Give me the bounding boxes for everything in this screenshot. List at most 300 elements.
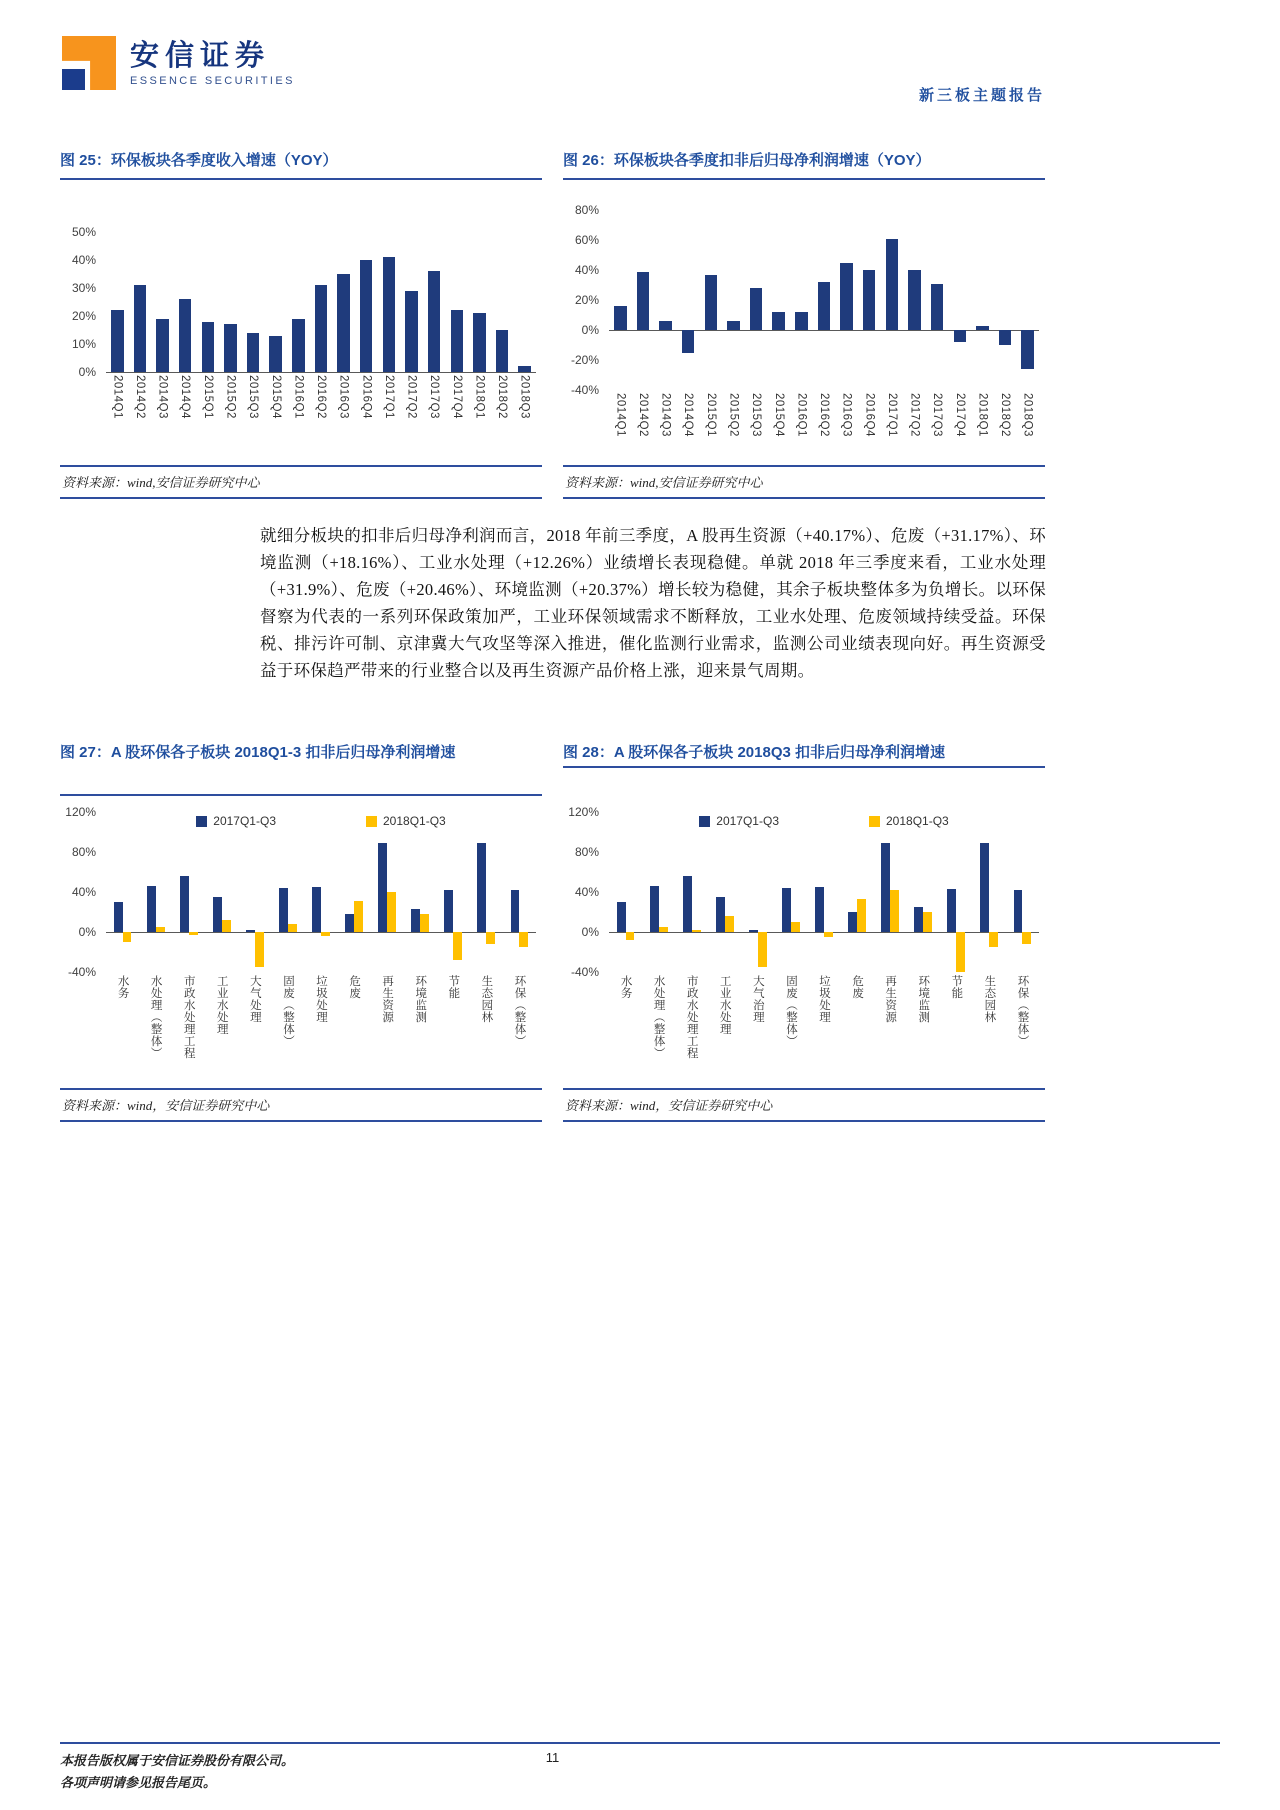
bar-series-0 — [650, 886, 659, 932]
y-tick-label: 20% — [574, 293, 599, 307]
bar-series-0 — [279, 888, 288, 932]
y-tick-label: 0% — [581, 323, 599, 337]
y-tick-label: 0% — [78, 365, 96, 379]
category-slot — [874, 812, 907, 972]
x-category-label: 2014Q3 — [156, 375, 169, 419]
category-slot — [677, 210, 700, 390]
bar-series-0 — [947, 889, 956, 932]
category-slot — [197, 232, 220, 372]
y-tick-label: 40% — [574, 263, 599, 277]
x-label-slot — [677, 393, 700, 465]
x-category-label: 2015Q3 — [247, 375, 260, 419]
category-slot — [767, 210, 790, 390]
bar-series-0 — [931, 284, 943, 331]
y-tick-label: 80% — [574, 203, 599, 217]
category-slot — [378, 232, 401, 372]
x-label-slot — [926, 393, 949, 465]
category-slot — [513, 232, 536, 372]
bar-series-0 — [246, 930, 255, 932]
y-tick-label: -20% — [570, 353, 599, 367]
x-label-slot — [675, 975, 708, 1083]
category-slot — [973, 812, 1006, 972]
bar-series-1 — [387, 892, 396, 932]
legend-item — [366, 814, 446, 828]
bar-series-0 — [659, 321, 671, 330]
x-label-slot — [106, 975, 139, 1083]
bar-series-1 — [989, 932, 998, 947]
x-label-slot — [700, 393, 723, 465]
x-label-slot — [874, 975, 907, 1083]
x-category-label: 2018Q2 — [999, 393, 1012, 437]
x-axis — [609, 393, 1039, 465]
category-slot — [172, 812, 205, 972]
x-label-slot — [994, 393, 1017, 465]
x-category-label: 2015Q2 — [727, 393, 740, 437]
category-slot — [741, 812, 774, 972]
bar-series-1 — [824, 932, 833, 937]
legend-swatch-icon — [869, 816, 880, 827]
y-tick-label: 0% — [581, 925, 599, 939]
bar-series-1 — [123, 932, 132, 942]
x-category-label: 生态园林 — [983, 975, 996, 1023]
bar-series-0 — [518, 366, 530, 372]
x-label-slot — [106, 375, 129, 447]
y-tick-label: 10% — [71, 337, 96, 351]
figure-25-bar-chart — [60, 180, 542, 465]
bar-series-0 — [444, 890, 453, 932]
x-category-label: 2016Q1 — [795, 393, 808, 437]
x-label-slot — [609, 975, 642, 1083]
category-slot — [106, 812, 139, 972]
figure-26-title: 图 26：环保板块各季度扣非后归母净利润增速（YOY） — [563, 150, 1045, 180]
category-slot — [287, 232, 310, 372]
bar-series-0 — [682, 330, 694, 353]
x-category-label: 环境监测 — [917, 975, 930, 1023]
category-slot — [151, 232, 174, 372]
x-label-slot — [741, 975, 774, 1083]
x-label-slot — [310, 375, 333, 447]
brand-name-en: ESSENCE SECURITIES — [130, 74, 295, 87]
body-paragraph: 就细分板块的扣非后归母净利润而言，2018 年前三季度，A 股再生资源（+40.17%）、危废（+31.17%）、环境监测（+18.16%）、工业水处理（+12.26%）业绩增长表现稳健。单就 2018 年三季度来看，工业水处理（+31.9%）、危废（+20.46%）、环境监测（+20.37%）增长较为稳健，其余子板块整体多为负增长。以环保督察为代表的一系列环保政策加严，工业环保领域需求不断释放，工业水处理、危废领域持续受益。环保税、排污许可制、京津冀大气攻坚等深入推进，催化监测行业需求，监测公司业绩表现向好。再生资源受益于环保趋严带来的行业整合以及再生资源产品价格上涨，迎来景气周期。 — [260, 526, 1046, 680]
bar-series-1 — [1022, 932, 1031, 944]
bar-series-0 — [114, 902, 123, 932]
bar-series-0 — [312, 887, 321, 932]
category-slot — [129, 232, 152, 372]
category-slot — [841, 812, 874, 972]
bar-series-1 — [321, 932, 330, 936]
logo-blue-shape — [62, 69, 85, 90]
x-category-label: 水务 — [116, 975, 129, 999]
x-category-label: 节能 — [447, 975, 460, 999]
bar-series-1 — [519, 932, 528, 947]
x-category-label: 2015Q3 — [750, 393, 763, 437]
category-slot — [404, 812, 437, 972]
category-slot — [903, 210, 926, 390]
x-label-slot — [332, 375, 355, 447]
y-tick-label: -40% — [67, 965, 96, 979]
y-axis — [563, 805, 603, 979]
category-slot — [948, 210, 971, 390]
x-label-slot — [378, 375, 401, 447]
x-label-slot — [940, 975, 973, 1083]
category-slot — [238, 812, 271, 972]
figure-28-bar-chart — [563, 796, 1045, 1088]
x-category-label: 2016Q4 — [863, 393, 876, 437]
x-label-slot — [907, 975, 940, 1083]
bar-series-0 — [683, 876, 692, 932]
category-slot — [994, 210, 1017, 390]
bar-series-0 — [914, 907, 923, 932]
bar-series-0 — [795, 312, 807, 330]
plot-area — [106, 812, 536, 972]
category-slot — [632, 210, 655, 390]
bar-series-1 — [626, 932, 635, 940]
figure-26-bar-chart — [563, 180, 1045, 465]
category-slot — [907, 812, 940, 972]
figure-28 — [563, 742, 1045, 1122]
y-tick-label: -40% — [570, 965, 599, 979]
x-category-label: 垃圾处理 — [818, 975, 831, 1023]
bar-series-0 — [881, 843, 890, 932]
x-label-slot — [470, 975, 503, 1083]
bar-series-0 — [511, 890, 520, 932]
x-label-slot — [151, 375, 174, 447]
x-category-label: 大气治理 — [751, 975, 764, 1023]
category-slot — [264, 232, 287, 372]
bar-series-0 — [451, 310, 463, 372]
bar-series-0 — [147, 886, 156, 932]
x-label-slot — [767, 393, 790, 465]
bar-series-1 — [956, 932, 965, 972]
brand-text — [130, 40, 295, 87]
x-axis — [609, 975, 1039, 1083]
x-label-slot — [423, 375, 446, 447]
bar-series-0 — [886, 239, 898, 331]
x-label-slot — [468, 375, 491, 447]
x-category-label: 2016Q3 — [337, 375, 350, 419]
bar-series-0 — [383, 257, 395, 372]
x-label-slot — [242, 375, 265, 447]
bar-series-0 — [134, 285, 146, 372]
brand-name-cn: 安信证券 — [130, 39, 271, 72]
x-label-slot — [973, 975, 1006, 1083]
bar-series-0 — [999, 330, 1011, 345]
legend-label: 2017Q1-Q3 — [213, 814, 276, 828]
y-tick-label: 30% — [71, 281, 96, 295]
x-category-label: 水务 — [619, 975, 632, 999]
category-slot — [858, 210, 881, 390]
x-category-label: 2014Q1 — [111, 375, 124, 419]
x-category-label: 危废 — [348, 975, 361, 999]
category-slot — [675, 812, 708, 972]
x-label-slot — [271, 975, 304, 1083]
bar-series-0 — [345, 914, 354, 932]
x-label-slot — [437, 975, 470, 1083]
x-label-slot — [642, 975, 675, 1083]
category-slot — [106, 232, 129, 372]
x-label-slot — [264, 375, 287, 447]
legend-item — [196, 814, 276, 828]
figure-25-title: 图 25：环保板块各季度收入增速（YOY） — [60, 150, 542, 180]
x-category-label: 2017Q4 — [953, 393, 966, 437]
x-category-label: 2016Q1 — [292, 375, 305, 419]
category-slot — [271, 812, 304, 972]
x-label-slot — [172, 975, 205, 1083]
x-category-label: 2017Q2 — [908, 393, 921, 437]
bar-series-1 — [420, 914, 429, 932]
x-label-slot — [197, 375, 220, 447]
bar-series-0 — [818, 282, 830, 330]
y-axis — [563, 203, 603, 397]
bar-series-1 — [189, 932, 198, 935]
legend-swatch-icon — [699, 816, 710, 827]
category-slot — [491, 232, 514, 372]
x-category-label: 2016Q4 — [360, 375, 373, 419]
category-slot — [371, 812, 404, 972]
category-slot — [609, 210, 632, 390]
x-label-slot — [654, 393, 677, 465]
bar-series-1 — [758, 932, 767, 967]
category-slot — [205, 812, 238, 972]
category-slot — [400, 232, 423, 372]
bar-series-0 — [247, 333, 259, 372]
x-label-slot — [445, 375, 468, 447]
category-slot — [437, 812, 470, 972]
x-label-slot — [503, 975, 536, 1083]
x-label-slot — [205, 975, 238, 1083]
y-tick-label: 80% — [574, 845, 599, 859]
category-slot — [609, 812, 642, 972]
bar-series-0 — [954, 330, 966, 342]
x-category-label: 再生资源 — [381, 975, 394, 1023]
x-label-slot — [948, 393, 971, 465]
bar-series-0 — [1021, 330, 1033, 369]
x-category-label: 2015Q1 — [704, 393, 717, 437]
y-axis — [60, 805, 100, 979]
plot-area — [609, 210, 1039, 390]
x-label-slot — [807, 975, 840, 1083]
chart-legend — [609, 814, 1039, 828]
x-category-label: 固废（整体） — [784, 975, 797, 1047]
x-category-label: 2016Q2 — [315, 375, 328, 419]
category-slot — [219, 232, 242, 372]
bar-series-1 — [659, 927, 668, 932]
x-label-slot — [1006, 975, 1039, 1083]
bar-series-0 — [614, 306, 626, 330]
bar-series-0 — [980, 843, 989, 932]
report-type-label: 新三板主题报告 — [918, 88, 1045, 104]
category-slot — [790, 210, 813, 390]
x-label-slot — [881, 393, 904, 465]
legend-label: 2018Q1-Q3 — [886, 814, 949, 828]
bar-series-0 — [637, 272, 649, 331]
x-category-label: 2017Q1 — [382, 375, 395, 419]
x-label-slot — [708, 975, 741, 1083]
x-axis — [106, 375, 536, 447]
bar-series-0 — [617, 902, 626, 932]
x-category-label: 2017Q3 — [428, 375, 441, 419]
legend-item — [869, 814, 949, 828]
x-category-label: 2015Q4 — [772, 393, 785, 437]
bar-series-0 — [705, 275, 717, 331]
category-slot — [332, 232, 355, 372]
x-category-label: 再生资源 — [884, 975, 897, 1023]
category-slot — [242, 232, 265, 372]
bar-series-0 — [411, 909, 420, 932]
x-category-label: 2014Q3 — [659, 393, 672, 437]
bar-series-0 — [360, 260, 372, 372]
x-label-slot — [903, 393, 926, 465]
x-label-slot — [238, 975, 271, 1083]
bar-series-0 — [716, 897, 725, 932]
bar-series-1 — [791, 922, 800, 932]
x-category-label: 2014Q1 — [614, 393, 627, 437]
bar-series-0 — [378, 843, 387, 932]
bar-series-0 — [405, 291, 417, 372]
category-slot — [722, 210, 745, 390]
x-label-slot — [774, 975, 807, 1083]
x-label-slot — [139, 975, 172, 1083]
x-label-slot — [491, 375, 514, 447]
bar-series-0 — [1014, 890, 1023, 932]
x-category-label: 环保（整体） — [1016, 975, 1029, 1047]
y-tick-label: 120% — [568, 805, 599, 819]
y-tick-label: 80% — [71, 845, 96, 859]
footer-line-1: 本报告版权属于安信证券股份有限公司。 — [60, 1753, 295, 1768]
x-category-label: 市政水处理工程 — [685, 975, 698, 1059]
bar-series-0 — [292, 319, 304, 372]
bar-series-0 — [111, 310, 123, 372]
bar-series-0 — [156, 319, 168, 372]
x-category-label: 2018Q2 — [496, 375, 509, 419]
x-category-label: 环境监测 — [414, 975, 427, 1023]
bar-series-0 — [473, 313, 485, 372]
x-category-label: 大气处理 — [248, 975, 261, 1023]
legend-swatch-icon — [196, 816, 207, 827]
x-label-slot — [513, 375, 536, 447]
category-slot — [139, 812, 172, 972]
x-label-slot — [745, 393, 768, 465]
y-tick-label: 20% — [71, 309, 96, 323]
category-slot — [774, 812, 807, 972]
bar-series-1 — [486, 932, 495, 944]
x-label-slot — [858, 393, 881, 465]
legend-swatch-icon — [366, 816, 377, 827]
category-slot — [174, 232, 197, 372]
x-category-label: 2015Q1 — [201, 375, 214, 419]
bar-series-0 — [315, 285, 327, 372]
bar-series-0 — [269, 336, 281, 372]
category-slot — [700, 210, 723, 390]
figure-25 — [60, 150, 542, 499]
bar-series-1 — [156, 927, 165, 932]
bar-series-0 — [863, 270, 875, 330]
bar-series-0 — [224, 324, 236, 372]
category-slot — [642, 812, 675, 972]
x-category-label: 工业水处理 — [718, 975, 731, 1035]
y-tick-label: 120% — [65, 805, 96, 819]
bar-series-1 — [222, 920, 231, 932]
x-category-label: 2014Q2 — [133, 375, 146, 419]
footer-line-2: 各项声明请参见报告尾页。 — [60, 1775, 217, 1790]
bar-series-1 — [453, 932, 462, 960]
x-category-label: 2018Q3 — [518, 375, 531, 419]
page-number: 11 — [545, 1750, 560, 1765]
bar-series-0 — [976, 326, 988, 331]
bar-series-0 — [750, 288, 762, 330]
bar-series-1 — [255, 932, 264, 967]
plot-area — [609, 812, 1039, 972]
x-label-slot — [129, 375, 152, 447]
category-slot — [1016, 210, 1039, 390]
bar-series-0 — [428, 271, 440, 372]
x-label-slot — [304, 975, 337, 1083]
bar-series-1 — [354, 901, 363, 932]
figure-27-title: 图 27：A 股环保各子板块 2018Q1-3 扣非后归母净利润增速 — [60, 742, 542, 796]
x-category-label: 2015Q4 — [269, 375, 282, 419]
header-brand — [62, 36, 295, 90]
x-label-slot — [338, 975, 371, 1083]
x-label-slot — [790, 393, 813, 465]
category-slot — [310, 232, 333, 372]
bar-series-1 — [890, 890, 899, 932]
x-category-label: 水处理（整体） — [652, 975, 665, 1059]
category-slot — [835, 210, 858, 390]
bar-series-0 — [782, 888, 791, 932]
x-category-label: 环保（整体） — [513, 975, 526, 1047]
category-slot — [926, 210, 949, 390]
x-category-label: 2014Q4 — [682, 393, 695, 437]
x-label-slot — [835, 393, 858, 465]
figure-25-source: 资料来源：wind,安信证券研究中心 — [60, 465, 542, 499]
figure-27 — [60, 742, 542, 1122]
x-label-slot — [971, 393, 994, 465]
x-category-label: 2018Q1 — [473, 375, 486, 419]
x-category-label: 工业水处理 — [215, 975, 228, 1035]
x-category-label: 2017Q4 — [450, 375, 463, 419]
bar-series-0 — [772, 312, 784, 330]
x-label-slot — [609, 393, 632, 465]
plot-area — [106, 232, 536, 372]
category-slot — [807, 812, 840, 972]
bar-series-1 — [923, 912, 932, 932]
bar-series-0 — [840, 263, 852, 331]
x-axis — [106, 975, 536, 1083]
category-slot — [813, 210, 836, 390]
legend-label: 2017Q1-Q3 — [716, 814, 779, 828]
y-tick-label: 50% — [71, 225, 96, 239]
bar-series-0 — [908, 270, 920, 330]
x-label-slot — [722, 393, 745, 465]
x-category-label: 2018Q1 — [976, 393, 989, 437]
bar-series-0 — [496, 330, 508, 372]
category-slot — [654, 210, 677, 390]
category-slot — [304, 812, 337, 972]
category-slot — [940, 812, 973, 972]
footer-rule — [60, 1742, 1220, 1744]
category-slot — [468, 232, 491, 372]
category-slot — [470, 812, 503, 972]
y-tick-label: 40% — [71, 253, 96, 267]
figure-27-bar-chart — [60, 796, 542, 1088]
category-slot — [971, 210, 994, 390]
x-label-slot — [1016, 393, 1039, 465]
category-slot — [708, 812, 741, 972]
bar-series-0 — [749, 930, 758, 932]
bar-series-1 — [288, 924, 297, 932]
essence-logo-icon — [62, 36, 116, 90]
x-category-label: 节能 — [950, 975, 963, 999]
